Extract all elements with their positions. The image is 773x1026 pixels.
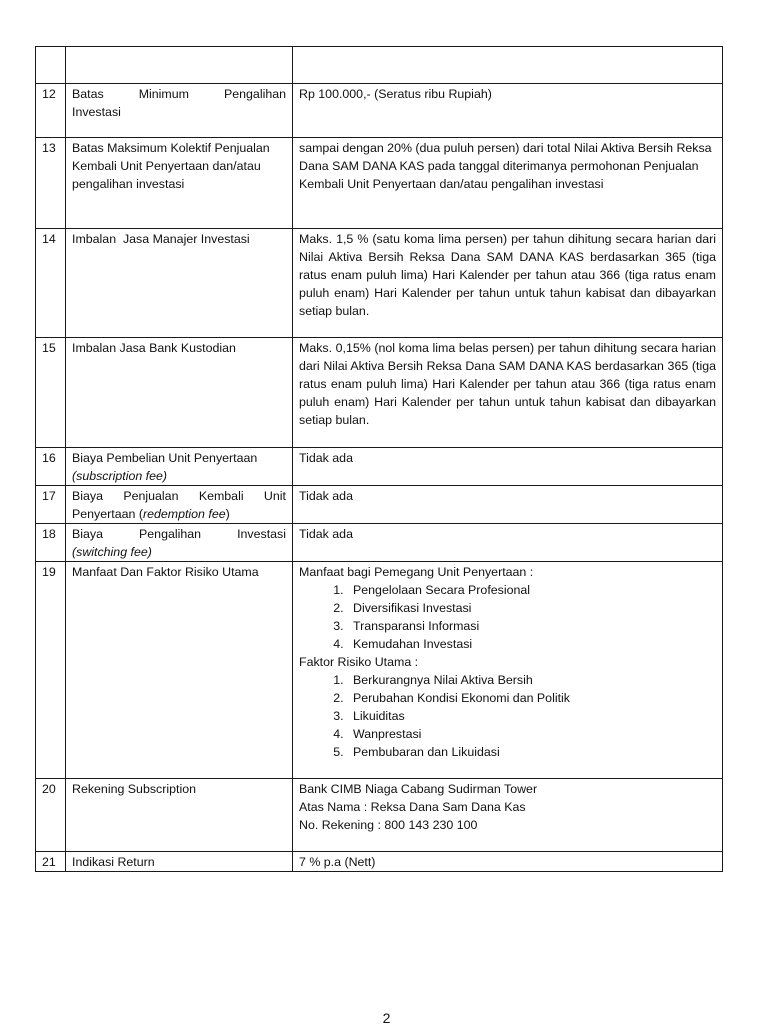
row-number: 17 bbox=[36, 486, 66, 524]
bank-name: Bank CIMB Niaga Cabang Sudirman Tower bbox=[299, 782, 538, 796]
row-label: Batas Maksimum Kolektif Penjualan Kembali Unit Penyertaan dan/atau pengalihan investasi bbox=[66, 138, 293, 229]
row-label: Indikasi Return bbox=[66, 852, 293, 872]
risks-heading: Faktor Risiko Utama : bbox=[299, 655, 419, 669]
row-number: 15 bbox=[36, 338, 66, 448]
table-row-18 bbox=[36, 524, 723, 562]
benefits-list bbox=[299, 581, 716, 653]
row-label: Biaya Penjualan Kembali Unit Penyertaan (redemption fee) bbox=[66, 486, 293, 524]
row-value: Tidak ada bbox=[293, 486, 723, 524]
row-number: 12 bbox=[36, 84, 66, 138]
list-item: 1. Berkurangnya Nilai Aktiva Bersih bbox=[347, 671, 716, 689]
table-row-16 bbox=[36, 448, 723, 486]
table-row-17 bbox=[36, 486, 723, 524]
list-item: 4. Wanprestasi bbox=[347, 725, 716, 743]
table-row-13 bbox=[36, 138, 723, 229]
benefits-heading: Manfaat bagi Pemegang Unit Penyertaan : bbox=[299, 565, 534, 579]
row-number: 14 bbox=[36, 229, 66, 338]
list-item: 2. Perubahan Kondisi Ekonomi dan Politik bbox=[347, 689, 716, 707]
row-value: 7 % p.a (Nett) bbox=[293, 852, 723, 872]
row-number: 20 bbox=[36, 779, 66, 852]
empty-cell bbox=[293, 47, 723, 84]
row-number: 21 bbox=[36, 852, 66, 872]
row-value: Tidak ada bbox=[293, 448, 723, 486]
account-name: Atas Nama : Reksa Dana Sam Dana Kas bbox=[299, 800, 526, 814]
empty-cell bbox=[36, 47, 66, 84]
risks-list bbox=[299, 671, 716, 761]
list-item: 2. Diversifikasi Investasi bbox=[347, 599, 716, 617]
table-row-19 bbox=[36, 562, 723, 779]
table-row-21 bbox=[36, 852, 723, 872]
list-item: 1. Pengelolaan Secara Profesional bbox=[347, 581, 716, 599]
table-row-20 bbox=[36, 779, 723, 852]
account-number: No. Rekening : 800 143 230 100 bbox=[299, 818, 478, 832]
table-row-14 bbox=[36, 229, 723, 338]
list-item: 3. Likuiditas bbox=[347, 707, 716, 725]
row-label: Imbalan Jasa Manajer Investasi bbox=[66, 229, 293, 338]
list-item: 3. Transparansi Informasi bbox=[347, 617, 716, 635]
row-value bbox=[293, 562, 723, 779]
row-label: Batas Minimum Pengalihan Investasi bbox=[66, 84, 293, 138]
row-value: Maks. 0,15% (nol koma lima belas persen) per tahun dihitung secara harian dari Nilai Aktiva Bersih Reksa Dana SAM DANA KAS berdasarkan 365 (tiga ratus enam puluh lima) Hari Kalender per tahun atau 366 (tiga ratus enam puluh enam) Hari Kalender per tahun untuk tahun kabisat dan dibayarkan setiap bulan. bbox=[293, 338, 723, 448]
table-row-12 bbox=[36, 84, 723, 138]
row-number: 19 bbox=[36, 562, 66, 779]
row-value: Rp 100.000,- (Seratus ribu Rupiah) bbox=[293, 84, 723, 138]
row-label: Rekening Subscription bbox=[66, 779, 293, 852]
row-number: 13 bbox=[36, 138, 66, 229]
row-value: Maks. 1,5 % (satu koma lima persen) per tahun dihitung secara harian dari Nilai Aktiva Bersih Reksa Dana SAM DANA KAS berdasarkan 365 (tiga ratus enam puluh lima) Hari Kalender per tahun atau 366 (tiga ratus enam puluh enam) Hari Kalender per tahun untuk tahun kabisat dan dibayarkan setiap bulan. bbox=[293, 229, 723, 338]
list-item: 4. Kemudahan Investasi bbox=[347, 635, 716, 653]
row-label: Biaya Pengalihan Investasi (switching fee) bbox=[66, 524, 293, 562]
row-label: Biaya Pembelian Unit Penyertaan (subscription fee) bbox=[66, 448, 293, 486]
list-item: 5. Pembubaran dan Likuidasi bbox=[347, 743, 716, 761]
page-number: 2 bbox=[382, 1010, 391, 1026]
table-row-empty bbox=[36, 47, 723, 84]
row-number: 16 bbox=[36, 448, 66, 486]
row-label: Manfaat Dan Faktor Risiko Utama bbox=[66, 562, 293, 779]
row-value bbox=[293, 779, 723, 852]
table-row-15 bbox=[36, 338, 723, 448]
empty-cell bbox=[66, 47, 293, 84]
row-value: sampai dengan 20% (dua puluh persen) dari total Nilai Aktiva Bersih Reksa Dana SAM DANA KAS pada tanggal diterimanya permohonan Penjualan Kembali Unit Penyertaan dan/atau pengalihan investasi bbox=[293, 138, 723, 229]
row-value: Tidak ada bbox=[293, 524, 723, 562]
row-number: 18 bbox=[36, 524, 66, 562]
row-label: Imbalan Jasa Bank Kustodian bbox=[66, 338, 293, 448]
fund-info-table bbox=[35, 46, 723, 872]
